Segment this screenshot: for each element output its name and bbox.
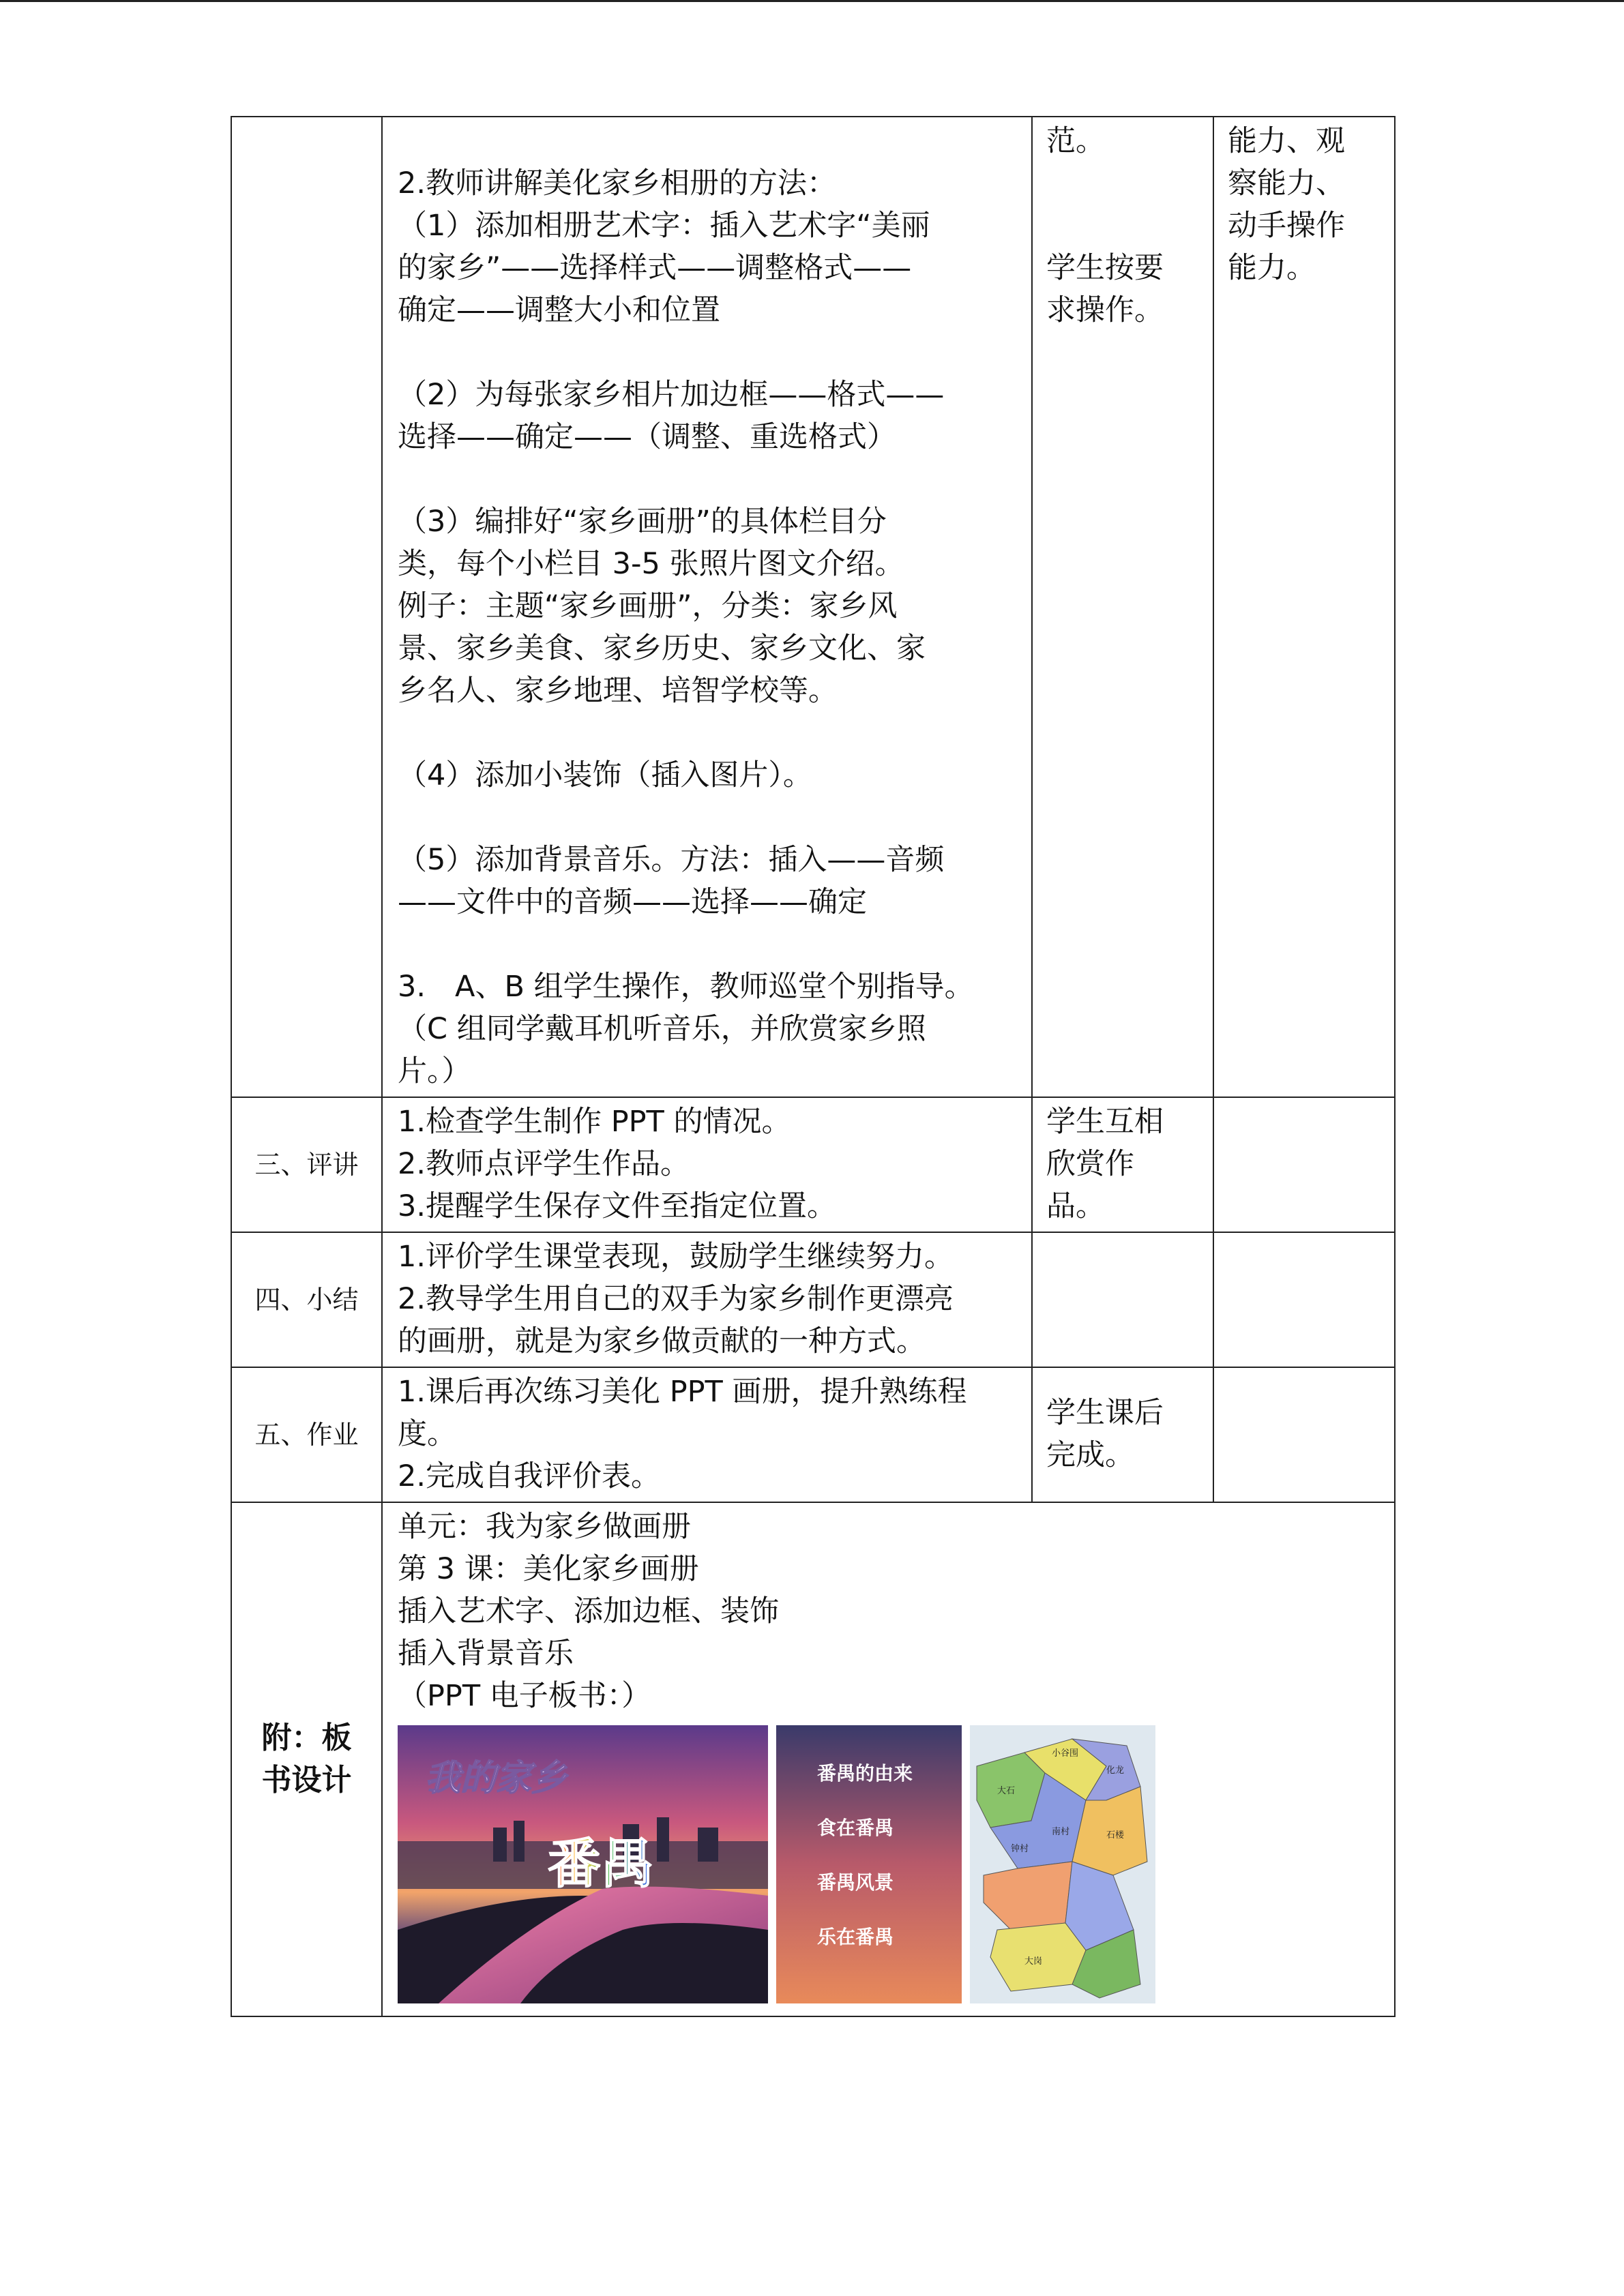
homework-line: 度。 [398,1417,456,1451]
menu-item-text: 番禺的由来 [817,1762,913,1785]
summary-student-cell [1032,1232,1213,1367]
activity-line: （2）为每张家乡相片加边框——格式—— [398,378,945,412]
activity-line: 景、家乡美食、家乡历史、家乡文化、家 [398,631,926,666]
ppt-title-slide-image [398,1725,768,2003]
ppt-menu-slide-image [776,1725,962,2003]
sunset-river-picture [398,1725,768,2003]
review-line: 2.教师点评学生作品。 [398,1147,690,1181]
art-title-text: 我的家乡 [425,1757,567,1799]
activity-line: 片。） [398,1054,471,1088]
student-line: 求操作。 [1046,293,1164,327]
menu-item-text: 食在番禺 [817,1817,894,1839]
lesson-plan-table [231,116,1396,2017]
review-line: 3.提醒学生保存文件至指定位置。 [398,1189,837,1223]
activity-line: 选择——确定——（调整、重选格式） [398,420,896,454]
student-line: 范。 [1046,124,1105,158]
stage-line: 附：板 [261,1720,352,1755]
board-line: 第 3 课：美化家乡画册 [398,1552,699,1586]
review-student-cell [1032,1097,1213,1232]
activity-line: 例子：主题“家乡画册”，分类：家乡风 [398,589,898,623]
board-line: 单元：我为家乡做画册 [398,1510,691,1544]
student-line [1046,162,1206,205]
homework-row [231,1367,1395,1502]
activity-line: ——文件中的音频——选择——确定 [398,885,867,919]
goal-line: 能力。 [1228,251,1316,285]
goal-line: 动手操作 [1228,209,1345,243]
activity-line [398,331,1023,374]
activity-line: 的家乡”——选择样式——调整格式—— [398,251,912,285]
student-line [1046,205,1206,247]
map-label: 南村 [1052,1827,1070,1837]
student-line: 学生课后 [1046,1396,1164,1430]
student-line: 完成。 [1046,1438,1134,1472]
student-line: 学生互相 [1046,1105,1164,1139]
review-line: 1.检查学生制作 PPT 的情况。 [398,1105,791,1139]
student-line: 品。 [1046,1189,1105,1223]
activity-line [398,796,1023,839]
map-label: 化龙 [1106,1765,1125,1776]
menu-item-text: 乐在番禺 [817,1926,894,1948]
menu-item-text: 番禺风景 [817,1871,894,1894]
activity-line: 3. A、B 组学生操作，教师巡堂个别指导。 [398,970,974,1004]
activity-goal-cell [1213,117,1395,1097]
summary-row [231,1232,1395,1367]
review-row [231,1097,1395,1232]
homework-line: 1.课后再次练习美化 PPT 画册，提升熟练程 [398,1375,967,1409]
board-design-content [382,1502,1395,2016]
activity-line [398,712,1023,754]
summary-line: 2.教导学生用自己的双手为家乡制作更漂亮 [398,1282,954,1316]
activity-student-cell [1032,117,1213,1097]
activity-line [398,923,1023,966]
summary-teacher-cell [382,1232,1032,1367]
review-stage-label: 三、评讲 [231,1097,382,1232]
activity-row [231,117,1395,1097]
map-label: 石楼 [1106,1830,1125,1840]
board-design-stage-label [231,1502,382,2016]
activity-line [398,120,1023,162]
board-design-row [231,1502,1395,2016]
board-line: （PPT 电子板书：） [398,1679,651,1713]
student-line: 学生按要 [1046,251,1164,285]
goal-line: 察能力、 [1228,166,1345,200]
activity-line: （4）添加小装饰（插入图片）。 [398,758,812,792]
homework-student-cell [1032,1367,1213,1502]
stage-line: 书设计 [261,1763,352,1798]
activity-stage-cell [231,117,382,1097]
activity-line: 确定——调整大小和位置 [398,293,720,327]
homework-teacher-cell [382,1367,1032,1502]
ppt-board-images [398,1725,1386,2003]
menu-slide-picture [776,1725,962,2003]
board-line: 插入艺术字、添加边框、装饰 [398,1594,779,1628]
activity-line: 乡名人、家乡地理、培智学校等。 [398,674,838,708]
activity-line: 类，每个小栏目 3-5 张照片图文介绍。 [398,547,904,581]
review-teacher-cell [382,1097,1032,1232]
art-title-text: 番禺 [548,1833,655,1895]
map-label: 大石 [997,1786,1016,1796]
summary-line: 1.评价学生课堂表现，鼓励学生继续努力。 [398,1240,954,1274]
activity-line: （1）添加相册艺术字：插入艺术字“美丽 [398,209,930,243]
homework-line: 2.完成自我评价表。 [398,1459,661,1493]
map-label: 大岗 [1024,1956,1043,1967]
map-label: 钟村 [1011,1844,1029,1854]
summary-line: 的画册，就是为家乡做贡献的一种方式。 [398,1324,926,1358]
goal-line: 能力、观 [1228,124,1345,158]
summary-goal-cell [1213,1232,1395,1367]
activity-line: （5）添加背景音乐。方法：插入——音频 [398,843,945,877]
homework-goal-cell [1213,1367,1395,1502]
review-goal-cell [1213,1097,1395,1232]
district-map-picture [970,1725,1155,2003]
activity-teacher-cell [382,117,1032,1097]
board-line: 插入背景音乐 [398,1637,574,1671]
page-top-border [0,0,1624,2]
student-line: 欣赏作 [1046,1147,1134,1181]
activity-line: （C 组同学戴耳机听音乐，并欣赏家乡照 [398,1012,926,1046]
summary-stage-label: 四、小结 [231,1232,382,1367]
activity-line: （3）编排好“家乡画册”的具体栏目分 [398,505,887,539]
activity-line: 2.教师讲解美化家乡相册的方法： [398,166,837,200]
homework-stage-label: 五、作业 [231,1367,382,1502]
activity-line [398,458,1023,501]
map-label: 小谷围 [1052,1748,1079,1759]
ppt-map-slide-image [970,1725,1155,2003]
